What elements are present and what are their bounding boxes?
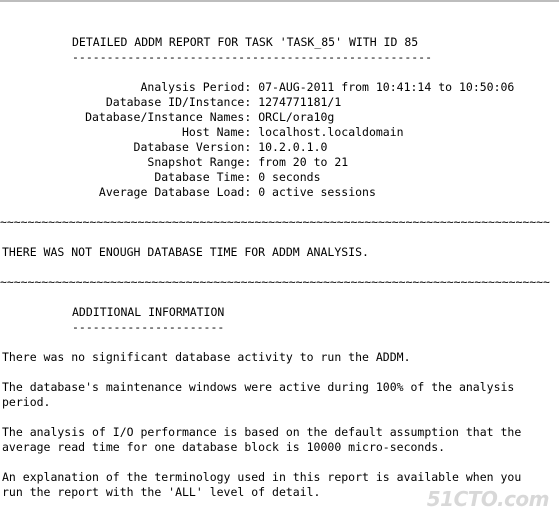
paragraph-line: An explanation of the terminology used in this report is available when you [2,470,522,484]
paragraph-line: There was no significant database activity to run the ADDM. [2,350,411,364]
field-label: Host Name: [2,125,252,139]
field-label: Database ID/Instance: [2,95,252,109]
paragraph-line: The database's maintenance windows were active during 100% of the analysis [2,380,515,394]
separator-bottom: ~~~~~~~~~~~~~~~~~~~~~~~~~~~~~~~~~~~~~~~~~~~~~~~~~~~~~~~~~~~~~~~~~~~~~~~~~~~~~~~~ [0,275,550,289]
field-database-version [2,140,327,155]
separator-top: ~~~~~~~~~~~~~~~~~~~~~~~~~~~~~~~~~~~~~~~~~~~~~~~~~~~~~~~~~~~~~~~~~~~~~~~~~~~~~~~~ [0,215,550,229]
field-host-name [2,125,404,140]
field-value: 10.2.0.1.0 [258,140,328,154]
field-label: Average Database Load: [2,185,252,199]
paragraph-line: The analysis of I/O performance is based on the default assumption that the [2,425,522,439]
field-value: 1274771181/1 [258,95,342,109]
analysis-notice: THERE WAS NOT ENOUGH DATABASE TIME FOR ADDM ANALYSIS. [2,245,369,259]
field-value: 0 active sessions [258,185,376,199]
field-snapshot-range [2,155,348,170]
field-label: Database Version: [2,140,252,154]
field-value: ORCL/ora10g [258,110,335,124]
report-title-underline: ---------------------------------------------------- [72,50,433,64]
field-value: from 20 to 21 [258,155,349,169]
report-title: DETAILED ADDM REPORT FOR TASK 'TASK_85' WITH ID 85 [72,35,419,49]
field-analysis-period [2,80,514,95]
paragraph-line: run the report with the 'ALL' level of detail. [2,485,321,499]
field-label: Snapshot Range: [2,155,252,169]
field-database-instance-names [2,110,334,125]
field-database-time [2,170,321,185]
field-value: 0 seconds [258,170,321,184]
additional-info-underline: ---------------------- [72,320,225,334]
additional-info-heading: ADDITIONAL INFORMATION [72,305,225,319]
paragraph-line: period. [2,395,51,409]
field-label: Analysis Period: [2,80,252,94]
field-value: 07-AUG-2011 from 10:41:14 to 10:50:06 [258,80,515,94]
field-label: Database Time: [2,170,252,184]
field-average-database-load [2,185,376,200]
field-label: Database/Instance Names: [2,110,252,124]
field-value: localhost.localdomain [258,125,404,139]
paragraph-line: average read time for one database block is 10000 micro-seconds. [2,440,446,454]
watermark-logo: 51CTO.com [426,487,549,511]
field-database-id-instance [2,95,341,110]
